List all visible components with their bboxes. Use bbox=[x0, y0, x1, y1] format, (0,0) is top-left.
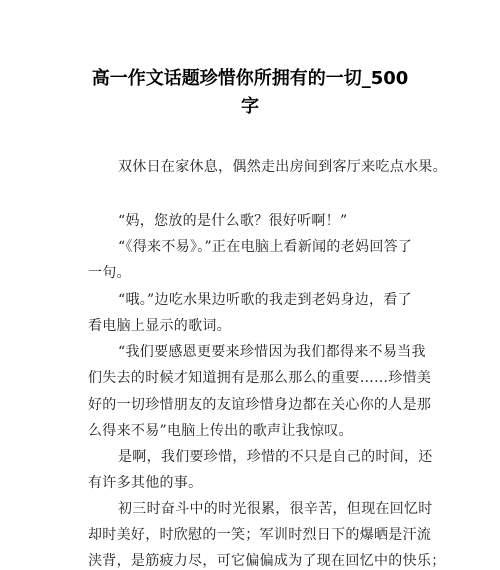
paragraph-line: 初三时奋斗中的时光很累，很辛苦，但现在回忆时 bbox=[118, 501, 433, 517]
paragraph-line: “我们要感恩更要来珍惜因为我们都得来不易当我 bbox=[118, 344, 426, 360]
paragraph-line: 双休日在家休息，偶然走出房间到客厅来吃点水果。 bbox=[118, 159, 447, 175]
paragraph-line: 浃背，是筋疲力尽，可它偏偏成为了现在回忆中的快乐； bbox=[88, 553, 446, 569]
paragraph-line: 有许多其他的事。 bbox=[88, 475, 203, 491]
document-title: 高一作文话题珍惜你所拥有的一切_500 bbox=[91, 68, 409, 89]
paragraph-line: 么得来不易”电脑上传出的歌声让我惊叹。 bbox=[88, 423, 353, 439]
paragraph-line: 好的一切珍惜朋友的友谊珍惜身边都在关心你的人是那 bbox=[88, 397, 432, 413]
paragraph-line: “妈，您放的是什么歌？很好听啊！” bbox=[118, 213, 348, 229]
paragraph-line: 一句。 bbox=[88, 265, 131, 281]
paragraph-line: 却时美好，时欣慰的一笑；军训时烈日下的爆晒是汗流 bbox=[88, 527, 432, 543]
paragraph-line: “《得来不易》。”正在电脑上看新闻的老妈回答了 bbox=[118, 239, 413, 255]
paragraph-line: “哦。”边吃水果边听歌的我走到老妈身边，看了 bbox=[118, 292, 412, 308]
paragraph-line: 们失去的时候才知道拥有是那么那么的重要……珍惜美 bbox=[88, 370, 432, 386]
paragraph-line: 是啊，我们要珍惜，珍惜的不只是自己的时间，还 bbox=[118, 449, 433, 465]
paragraph-line: 看电脑上显示的歌词。 bbox=[88, 318, 231, 334]
document-title-continued: 字 bbox=[241, 96, 259, 117]
